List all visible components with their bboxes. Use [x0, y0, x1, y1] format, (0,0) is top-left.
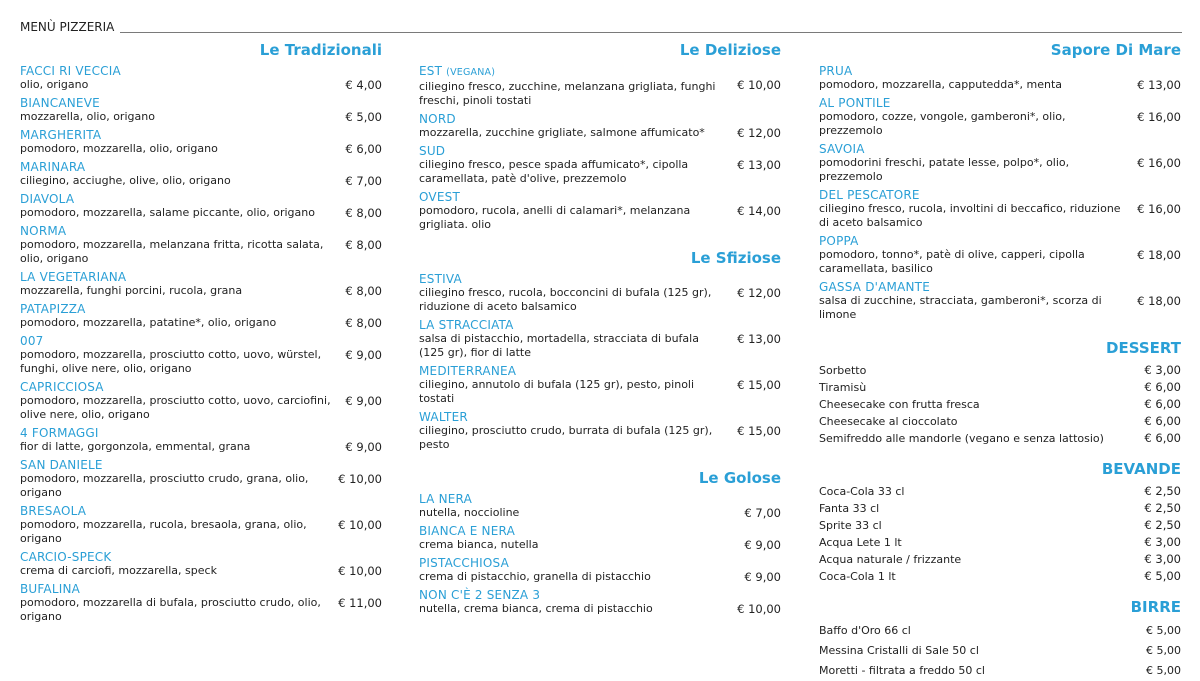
menu-item: [819, 551, 1181, 568]
section-title: BIRRE: [1130, 598, 1181, 616]
menu-item-price: € 5,00: [1146, 664, 1181, 677]
menu-item-price: € 2,50: [1144, 484, 1181, 498]
menu-item-description: ciliegino fresco, pesce spada affumicato*, cipolla caramellata, patè d'olive, prezzemolo: [419, 158, 689, 185]
menu-item-price: € 6,00: [345, 142, 382, 156]
menu-item-price: € 12,00: [737, 286, 781, 300]
menu-item-name: LA VEGETARIANA: [20, 270, 127, 284]
menu-item-description: crema di carciofi, mozzarella, speck: [20, 564, 217, 577]
section-gap: [819, 447, 1181, 459]
menu-item-name: BRESAOLA: [20, 504, 87, 518]
menu-item: [819, 568, 1181, 585]
menu-item: [819, 430, 1181, 447]
menu-item-name: Coca-Cola 1 lt: [819, 570, 896, 583]
menu-item-name: Tiramisù: [819, 381, 867, 394]
menu-item-text: [819, 142, 1137, 184]
menu-item-name: SAVOIA: [819, 142, 865, 156]
menu-item-name: Baffo d'Oro 66 cl: [819, 624, 911, 637]
menu-item-price: € 2,50: [1144, 518, 1181, 532]
menu-item-name: WALTER: [419, 410, 468, 424]
menu-item: [419, 492, 781, 520]
menu-item: [419, 144, 781, 186]
menu-item-name: Semifreddo alle mandorle (vegano e senza lattosio): [819, 432, 1104, 445]
menu-item-price: € 9,00: [345, 348, 382, 362]
menu-item-text: [20, 426, 345, 454]
menu-item-text: [419, 272, 737, 314]
menu-item-description: pomodorini freschi, patate lesse, polpo*, olio, prezzemolo: [819, 156, 1070, 183]
menu-item-price: € 5,00: [1146, 644, 1181, 657]
menu-item-price: € 10,00: [338, 518, 382, 532]
menu-item: [20, 270, 382, 298]
column-deliziose-sfiziose-golose: [419, 40, 781, 620]
menu-item-price: € 10,00: [338, 472, 382, 486]
section-title: BEVANDE: [1101, 460, 1181, 478]
menu-item-price: € 9,00: [345, 394, 382, 408]
menu-item-description: mozzarella, olio, origano: [20, 110, 155, 123]
menu-item-name: NON C'È 2 SENZA 3: [419, 588, 541, 602]
menu-item-price: € 4,00: [345, 78, 382, 92]
menu-item: [20, 224, 382, 266]
menu-item-text: [419, 318, 737, 360]
menu-item: [20, 458, 382, 500]
menu-item-price: € 15,00: [737, 424, 781, 438]
menu-item: [419, 410, 781, 452]
section-gap: [419, 456, 781, 468]
menu-item-price: € 12,00: [737, 126, 781, 140]
menu-item-price: € 14,00: [737, 204, 781, 218]
menu-item-price: € 3,00: [1144, 363, 1181, 377]
section-title: Le Golose: [698, 469, 781, 487]
section-gap: [819, 326, 1181, 338]
menu-item: [419, 524, 781, 552]
section-gap: [419, 236, 781, 248]
menu-item-price: € 2,50: [1144, 501, 1181, 515]
menu-item-description: mozzarella, funghi porcini, rucola, grana: [20, 284, 243, 297]
menu-item: [20, 334, 382, 376]
menu-item-description: ciliegino fresco, rucola, bocconcini di bufala (125 gr), riduzione di aceto balsamico: [419, 286, 712, 313]
menu-item-description: fior di latte, gorgonzola, emmental, grana: [20, 440, 251, 453]
menu-item-name: NORMA: [20, 224, 67, 238]
menu-item-price: € 10,00: [338, 564, 382, 578]
menu-item-price: € 10,00: [737, 78, 781, 92]
menu-item-name: OVEST: [419, 190, 460, 204]
menu-item-description: pomodoro, mozzarella, patatine*, olio, origano: [20, 316, 277, 329]
menu-item-price: € 5,00: [1146, 624, 1181, 637]
menu-item: [419, 112, 781, 140]
menu-item-text: [819, 234, 1137, 276]
menu-item: [819, 641, 1181, 661]
menu-item: [819, 280, 1181, 322]
menu-item-price: € 8,00: [345, 238, 382, 252]
menu-item: [819, 362, 1181, 379]
menu-item-price: € 6,00: [1144, 414, 1181, 428]
menu-item: [20, 160, 382, 188]
menu-item-name: MEDITERRANEA: [419, 364, 517, 378]
section-title: Sapore Di Mare: [1050, 41, 1181, 59]
menu-item: [819, 188, 1181, 230]
menu-item-price: € 13,00: [1137, 78, 1181, 92]
menu-item-tag: (VEGANA): [446, 67, 496, 78]
column-mare-dessert-drinks: [819, 40, 1181, 681]
section-title: DESSERT: [1106, 339, 1181, 357]
menu-item-name: BIANCANEVE: [20, 96, 100, 110]
menu-item-text: [20, 64, 345, 92]
menu-item: [419, 190, 781, 232]
menu-item-price: € 5,00: [1144, 569, 1181, 583]
menu-item-price: € 11,00: [338, 596, 382, 610]
menu-item-name: BUFALINA: [20, 582, 81, 596]
menu-item-text: [20, 458, 338, 500]
menu-item-name: Sprite 33 cl: [819, 519, 882, 532]
menu-item-name: Coca-Cola 33 cl: [819, 485, 905, 498]
menu-item-description: crema bianca, nutella: [419, 538, 539, 551]
menu-item-description: pomodoro, mozzarella, olio, origano: [20, 142, 218, 155]
menu-item-name: LA STRACCIATA: [419, 318, 514, 332]
menu-item-price: € 13,00: [737, 332, 781, 346]
menu-item: [819, 379, 1181, 396]
menu-item-text: [419, 364, 737, 406]
menu-item-description: pomodoro, cozze, vongole, gamberoni*, olio, prezzemolo: [819, 110, 1066, 137]
menu-item-text: [419, 524, 744, 552]
menu-item-description: pomodoro, mozzarella, salame piccante, olio, origano: [20, 206, 315, 219]
menu-item-price: € 8,00: [345, 316, 382, 330]
menu-item-text: [20, 582, 338, 624]
menu-item-name: Messina Cristalli di Sale 50 cl: [819, 644, 979, 657]
menu-item-price: € 8,00: [345, 206, 382, 220]
menu-item: [20, 504, 382, 546]
menu-item-name: FACCI RI VECCIA: [20, 64, 121, 78]
menu-item-description: olio, origano: [20, 78, 89, 91]
menu-item: [819, 621, 1181, 641]
section-title: Le Deliziose: [679, 41, 781, 59]
menu-title: MENÙ PIZZERIA: [20, 19, 120, 35]
menu-item-description: pomodoro, rucola, anelli di calamari*, melanzana grigliata. olio: [419, 204, 691, 231]
menu-item-text: [20, 224, 345, 266]
menu-item-name: PISTACCHIOSA: [419, 556, 510, 570]
menu-item-price: € 7,00: [744, 506, 781, 520]
menu-item: [419, 364, 781, 406]
menu-header: [20, 19, 1182, 35]
menu-item-price: € 15,00: [737, 378, 781, 392]
menu-item: [20, 96, 382, 124]
menu-item-description: pomodoro, mozzarella, melanzana fritta, ricotta salata, olio, origano: [20, 238, 324, 265]
menu-item-description: crema di pistacchio, granella di pistacchio: [419, 570, 651, 583]
menu-item-name: NORD: [419, 112, 456, 126]
menu-item-name: GASSA D'AMANTE: [819, 280, 930, 294]
section-title: Le Sfiziose: [690, 249, 781, 267]
menu-item-name: PRUA: [819, 64, 853, 78]
menu-item-description: ciliegino, acciughe, olive, olio, origano: [20, 174, 231, 187]
menu-item: [20, 64, 382, 92]
menu-item-text: [20, 302, 345, 330]
menu-item-description: pomodoro, mozzarella, capputedda*, menta: [819, 78, 1063, 91]
menu-item-description: pomodoro, mozzarella, prosciutto crudo, grana, olio, origano: [20, 472, 309, 499]
menu-item-name: 007: [20, 334, 44, 348]
menu-item-name: Acqua naturale / frizzante: [819, 553, 962, 566]
menu-item-name: 4 FORMAGGI: [20, 426, 99, 440]
menu-item-name: Moretti - filtrata a freddo 50 cl: [819, 664, 985, 677]
menu-item: [20, 550, 382, 578]
menu-item-description: ciliegino fresco, rucola, involtini di beccafico, riduzione di aceto balsamico: [819, 202, 1121, 229]
column-tradizionali: [20, 40, 382, 628]
menu-item-description: pomodoro, mozzarella, prosciutto cotto, uovo, würstel, funghi, olive nere, olio, origano: [20, 348, 322, 375]
menu-item: [819, 534, 1181, 551]
menu-item: [819, 661, 1181, 681]
menu-item: [419, 556, 781, 584]
section-gap: [819, 585, 1181, 597]
menu-item: [819, 500, 1181, 517]
menu-item-text: [20, 270, 345, 298]
menu-item-description: pomodoro, mozzarella, rucola, bresaola, grana, olio, origano: [20, 518, 307, 545]
menu-item-name: SUD: [419, 144, 446, 158]
menu-item-text: [20, 192, 345, 220]
menu-item-text: [20, 380, 345, 422]
menu-item: [20, 192, 382, 220]
menu-item-text: [819, 64, 1137, 92]
menu-item-name: Sorbetto: [819, 364, 867, 377]
menu-item-price: € 3,00: [1144, 552, 1181, 566]
menu-item-description: mozzarella, zucchine grigliate, salmone affumicato*: [419, 126, 705, 139]
menu-item: [20, 380, 382, 422]
menu-item-text: [20, 550, 338, 578]
menu-item-name: BIANCA E NERA: [419, 524, 515, 538]
section-title: Le Tradizionali: [259, 41, 382, 59]
menu-item-text: [419, 144, 737, 186]
menu-item-description: pomodoro, tonno*, patè di olive, capperi, cipolla caramellata, basilico: [819, 248, 1085, 275]
menu-item-description: pomodoro, mozzarella, prosciutto cotto, uovo, carciofini, olive nere, olio, origano: [20, 394, 331, 421]
menu-item-name: MARGHERITA: [20, 128, 102, 142]
menu-item: [20, 582, 382, 624]
menu-item-description: nutella, crema bianca, crema di pistacchio: [419, 602, 653, 615]
menu-item: [20, 426, 382, 454]
menu-item-description: ciliegino, prosciutto crudo, burrata di bufala (125 gr), pesto: [419, 424, 713, 451]
menu-item-price: € 18,00: [1137, 248, 1181, 262]
header-rule: [20, 32, 1182, 33]
menu-item-name: LA NERA: [419, 492, 473, 506]
menu-item-name: MARINARA: [20, 160, 86, 174]
menu-item-text: [20, 334, 345, 376]
menu-item-price: € 9,00: [345, 440, 382, 454]
menu-item: [419, 64, 781, 108]
menu-item: [819, 234, 1181, 276]
menu-item-price: € 6,00: [1144, 397, 1181, 411]
menu-item-name: SAN DANIELE: [20, 458, 103, 472]
menu-item: [819, 142, 1181, 184]
menu-item: [819, 96, 1181, 138]
menu-item: [419, 588, 781, 616]
menu-item-name: DEL PESCATORE: [819, 188, 920, 202]
menu-item: [819, 483, 1181, 500]
menu-item-description: nutella, noccioline: [419, 506, 520, 519]
menu-item-price: € 16,00: [1137, 110, 1181, 124]
menu-item-price: € 8,00: [345, 284, 382, 298]
menu-item-text: [419, 410, 737, 452]
menu-item-name: EST (VEGANA): [419, 64, 496, 78]
menu-item-price: € 16,00: [1137, 156, 1181, 170]
menu-item-price: € 5,00: [345, 110, 382, 124]
menu-item-price: € 9,00: [744, 538, 781, 552]
menu-item: [819, 517, 1181, 534]
menu-item-price: € 18,00: [1137, 294, 1181, 308]
menu-item-name: ESTIVA: [419, 272, 462, 286]
menu-item-text: [419, 556, 744, 584]
menu-item-price: € 7,00: [345, 174, 382, 188]
menu-item-price: € 16,00: [1137, 202, 1181, 216]
menu-item: [419, 318, 781, 360]
menu-item-description: salsa di pistacchio, mortadella, stracciata di bufala (125 gr), fior di latte: [419, 332, 699, 359]
menu-item-description: pomodoro, mozzarella di bufala, prosciutto crudo, olio, origano: [20, 596, 321, 623]
menu-item-name: AL PONTILE: [819, 96, 891, 110]
menu-item-text: [419, 588, 737, 616]
menu-item-name: PATAPIZZA: [20, 302, 86, 316]
menu-item-text: [419, 64, 737, 108]
menu-item-price: € 10,00: [737, 602, 781, 616]
menu-item-price: € 6,00: [1144, 431, 1181, 445]
menu-item: [819, 64, 1181, 92]
menu-item: [819, 396, 1181, 413]
menu-item-text: [20, 128, 345, 156]
menu-item-text: [819, 280, 1137, 322]
menu-item-description: salsa di zucchine, stracciata, gamberoni*, scorza di limone: [819, 294, 1102, 321]
menu-item-name: CAPRICCIOSA: [20, 380, 104, 394]
menu-item-text: [20, 504, 338, 546]
menu-item-name: Cheesecake con frutta fresca: [819, 398, 980, 411]
menu-item: [20, 302, 382, 330]
menu-item-text: [20, 96, 345, 124]
menu-item-text: [819, 96, 1137, 138]
menu-item-name: Fanta 33 cl: [819, 502, 880, 515]
menu-item-description: ciliegino, annutolo di bufala (125 gr), pesto, pinoli tostati: [419, 378, 695, 405]
menu-item-text: [819, 188, 1137, 230]
menu-item-price: € 6,00: [1144, 380, 1181, 394]
menu-item: [819, 413, 1181, 430]
menu-item-name: DIAVOLA: [20, 192, 75, 206]
menu-item-price: € 9,00: [744, 570, 781, 584]
menu-item: [20, 128, 382, 156]
menu-item-text: [419, 190, 737, 232]
menu-item-price: € 13,00: [737, 158, 781, 172]
menu-item-name: CARCIO-SPECK: [20, 550, 112, 564]
menu-item-text: [419, 492, 744, 520]
menu-item-name: POPPA: [819, 234, 859, 248]
menu-item: [419, 272, 781, 314]
menu-item-price: € 3,00: [1144, 535, 1181, 549]
menu-item-description: ciliegino fresco, zucchine, melanzana grigliata, funghi freschi, pinoli tostati: [419, 80, 716, 107]
menu-item-name: Cheesecake al cioccolato: [819, 415, 958, 428]
menu-item-text: [20, 160, 345, 188]
menu-item-name: Acqua Lete 1 lt: [819, 536, 902, 549]
menu-item-text: [419, 112, 737, 140]
